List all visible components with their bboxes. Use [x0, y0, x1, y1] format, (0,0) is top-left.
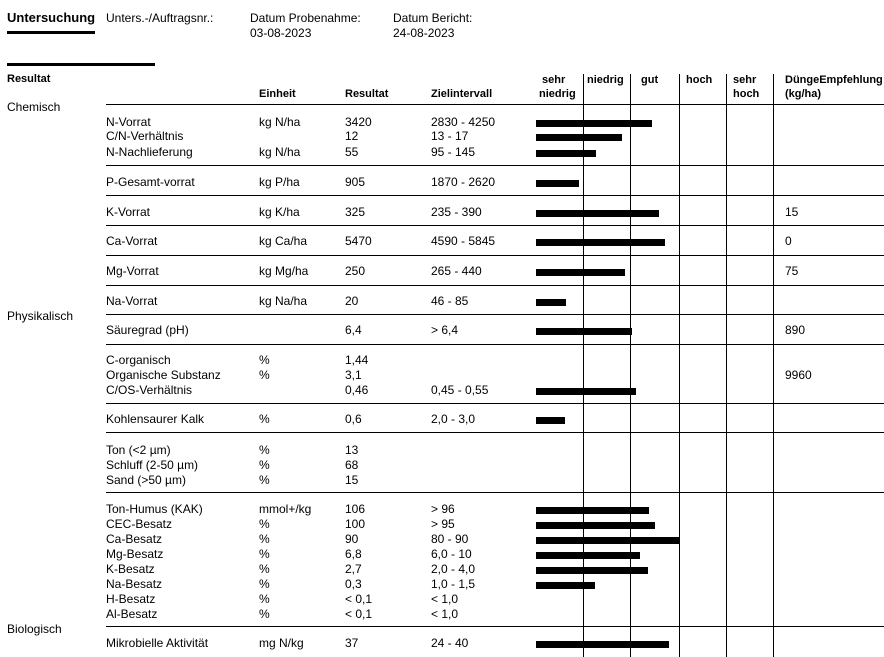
rating-divider-4	[726, 74, 727, 657]
parameter-result: 0,6	[345, 412, 362, 426]
rating-bar	[536, 299, 566, 306]
parameter-name: C-organisch	[106, 353, 171, 367]
parameter-unit: kg N/ha	[259, 115, 301, 129]
parameter-name: Al-Besatz	[106, 607, 158, 621]
parameter-target: 4590 - 5845	[431, 234, 496, 248]
result-section-label: Resultat	[7, 73, 51, 85]
parameter-result: 55	[345, 145, 359, 159]
parameter-target: 95 - 145	[431, 145, 476, 159]
parameter-result: 0,46	[345, 383, 369, 397]
group-separator	[106, 104, 884, 105]
rating-bar	[536, 150, 596, 157]
parameter-unit: %	[259, 443, 270, 457]
parameter-name: C/N-Verhältnis	[106, 129, 184, 143]
category-chemical: Chemisch	[7, 100, 61, 114]
parameter-result: 106	[345, 502, 366, 516]
parameter-name: Schluff (2-50 µm)	[106, 458, 199, 472]
order-number-label: Unters.-/Auftragsnr.:	[106, 11, 214, 25]
parameter-name: Mikrobielle Aktivität	[106, 636, 209, 650]
parameter-name: P-Gesamt-vorrat	[106, 175, 195, 189]
parameter-name: Ca-Besatz	[106, 532, 163, 546]
rating-bar	[536, 120, 652, 127]
parameter-result: 0,3	[345, 577, 362, 591]
parameter-unit: %	[259, 607, 270, 621]
parameter-target: > 95	[431, 517, 455, 531]
parameter-target: 0,45 - 0,55	[431, 383, 489, 397]
parameter-unit: %	[259, 547, 270, 561]
parameter-name: Organische Substanz	[106, 368, 221, 382]
rating-bar	[536, 582, 595, 589]
parameter-name: CEC-Besatz	[106, 517, 173, 531]
parameter-result: 68	[345, 458, 359, 472]
report-date-value: 24-08-2023	[393, 26, 455, 40]
parameter-unit: %	[259, 458, 270, 472]
parameter-advice: 15	[785, 205, 799, 219]
parameter-advice: 9960	[785, 368, 812, 382]
parameter-result: 37	[345, 636, 359, 650]
parameter-unit: kg Na/ha	[259, 294, 308, 308]
parameter-result: 90	[345, 532, 359, 546]
group-separator	[106, 314, 884, 315]
parameter-result: 5470	[345, 234, 372, 248]
rating-bar	[536, 641, 669, 648]
group-separator	[106, 195, 884, 196]
parameter-advice: 75	[785, 264, 799, 278]
parameter-target: 2,0 - 4,0	[431, 562, 476, 576]
rating-bar	[536, 239, 665, 246]
rating-divider-5	[773, 74, 774, 657]
parameter-unit: %	[259, 368, 270, 382]
group-separator	[106, 344, 884, 345]
parameter-unit: mmol+/kg	[259, 502, 312, 516]
parameter-name: K-Besatz	[106, 562, 155, 576]
parameter-result: 6,8	[345, 547, 362, 561]
parameter-name: Na-Vorrat	[106, 294, 158, 308]
column-header-advice-1: DüngeEmpfehlung	[785, 74, 883, 86]
parameter-result: 100	[345, 517, 366, 531]
parameter-result: 3,1	[345, 368, 362, 382]
column-header-good: gut	[641, 74, 659, 86]
parameter-name: Ca-Vorrat	[106, 234, 158, 248]
parameter-advice: 890	[785, 323, 806, 337]
parameter-result: < 0,1	[345, 607, 373, 621]
parameter-target: 80 - 90	[431, 532, 469, 546]
parameter-unit: %	[259, 517, 270, 531]
parameter-target: 24 - 40	[431, 636, 469, 650]
parameter-result: 2,7	[345, 562, 362, 576]
sample-date-value: 03-08-2023	[250, 26, 312, 40]
parameter-target: 13 - 17	[431, 129, 469, 143]
column-header-high: hoch	[686, 74, 713, 86]
group-separator	[106, 403, 884, 404]
column-header-result: Resultat	[345, 88, 389, 100]
sample-date-label: Datum Probenahme:	[250, 11, 361, 25]
rating-bar	[536, 537, 679, 544]
parameter-target: 1,0 - 1,5	[431, 577, 476, 591]
report-title: Untersuchung	[7, 10, 96, 25]
column-header-unit: Einheit	[259, 88, 296, 100]
parameter-result: 6,4	[345, 323, 362, 337]
parameter-target: 46 - 85	[431, 294, 469, 308]
group-separator	[106, 626, 884, 627]
parameter-name: C/OS-Verhältnis	[106, 383, 193, 397]
parameter-target: 2830 - 4250	[431, 115, 496, 129]
parameter-unit: kg N/ha	[259, 145, 301, 159]
parameter-result: 3420	[345, 115, 372, 129]
parameter-target: < 1,0	[431, 607, 459, 621]
rating-bar	[536, 522, 655, 529]
parameter-name: Na-Besatz	[106, 577, 163, 591]
rating-bar	[536, 210, 659, 217]
parameter-target: 235 - 390	[431, 205, 482, 219]
parameter-unit: %	[259, 473, 270, 487]
parameter-target: < 1,0	[431, 592, 459, 606]
parameter-result: 12	[345, 129, 359, 143]
parameter-result: 905	[345, 175, 366, 189]
rating-bar	[536, 567, 648, 574]
report-date-label: Datum Bericht:	[393, 11, 473, 25]
parameter-unit: %	[259, 412, 270, 426]
rating-bar	[536, 269, 625, 276]
rating-divider-3	[679, 74, 680, 657]
parameter-target: 1870 - 2620	[431, 175, 496, 189]
parameter-name: Mg-Besatz	[106, 547, 164, 561]
parameter-unit: kg P/ha	[259, 175, 300, 189]
column-header-very-high-1: sehr	[733, 74, 757, 86]
section-underline	[7, 63, 155, 66]
parameter-unit: mg N/kg	[259, 636, 304, 650]
parameter-target: 265 - 440	[431, 264, 482, 278]
category-physical: Physikalisch	[7, 309, 74, 323]
column-header-target: Zielintervall	[431, 88, 493, 100]
rating-bar	[536, 134, 622, 141]
parameter-unit: kg Ca/ha	[259, 234, 308, 248]
rating-bar	[536, 507, 649, 514]
rating-bar	[536, 388, 636, 395]
parameter-unit: %	[259, 577, 270, 591]
group-separator	[106, 432, 884, 433]
parameter-unit: kg Mg/ha	[259, 264, 309, 278]
parameter-result: 1,44	[345, 353, 369, 367]
parameter-name: K-Vorrat	[106, 205, 151, 219]
parameter-unit: %	[259, 353, 270, 367]
parameter-result: 15	[345, 473, 359, 487]
parameter-name: N-Nachlieferung	[106, 145, 193, 159]
group-separator	[106, 285, 884, 286]
parameter-unit: kg K/ha	[259, 205, 300, 219]
parameter-result: 13	[345, 443, 359, 457]
rating-bar	[536, 552, 640, 559]
title-underline	[7, 31, 95, 34]
column-header-advice-2: (kg/ha)	[785, 88, 822, 100]
parameter-name: Ton-Humus (KAK)	[106, 502, 203, 516]
rating-bar	[536, 417, 565, 424]
rating-bar	[536, 180, 579, 187]
category-biological: Biologisch	[7, 622, 62, 636]
parameter-target: > 6,4	[431, 323, 459, 337]
column-header-very-low-2: niedrig	[539, 88, 576, 100]
column-header-very-low-1: sehr	[542, 74, 566, 86]
parameter-result: 325	[345, 205, 366, 219]
parameter-unit: %	[259, 532, 270, 546]
parameter-name: Kohlensaurer Kalk	[106, 412, 205, 426]
parameter-name: H-Besatz	[106, 592, 156, 606]
parameter-name: Ton (<2 µm)	[106, 443, 171, 457]
parameter-name: Säuregrad (pH)	[106, 323, 189, 337]
rating-bar	[536, 328, 632, 335]
parameter-result: 250	[345, 264, 366, 278]
parameter-name: Sand (>50 µm)	[106, 473, 186, 487]
parameter-name: N-Vorrat	[106, 115, 151, 129]
parameter-result: 20	[345, 294, 359, 308]
group-separator	[106, 255, 884, 256]
column-header-very-high-2: hoch	[733, 88, 760, 100]
parameter-unit: %	[259, 592, 270, 606]
parameter-target: 2,0 - 3,0	[431, 412, 476, 426]
parameter-unit: %	[259, 562, 270, 576]
group-separator	[106, 492, 884, 493]
parameter-result: < 0,1	[345, 592, 373, 606]
group-separator	[106, 165, 884, 166]
column-header-low: niedrig	[587, 74, 624, 86]
group-separator	[106, 225, 884, 226]
parameter-target: 6,0 - 10	[431, 547, 472, 561]
parameter-advice: 0	[785, 234, 792, 248]
parameter-target: > 96	[431, 502, 455, 516]
parameter-name: Mg-Vorrat	[106, 264, 159, 278]
